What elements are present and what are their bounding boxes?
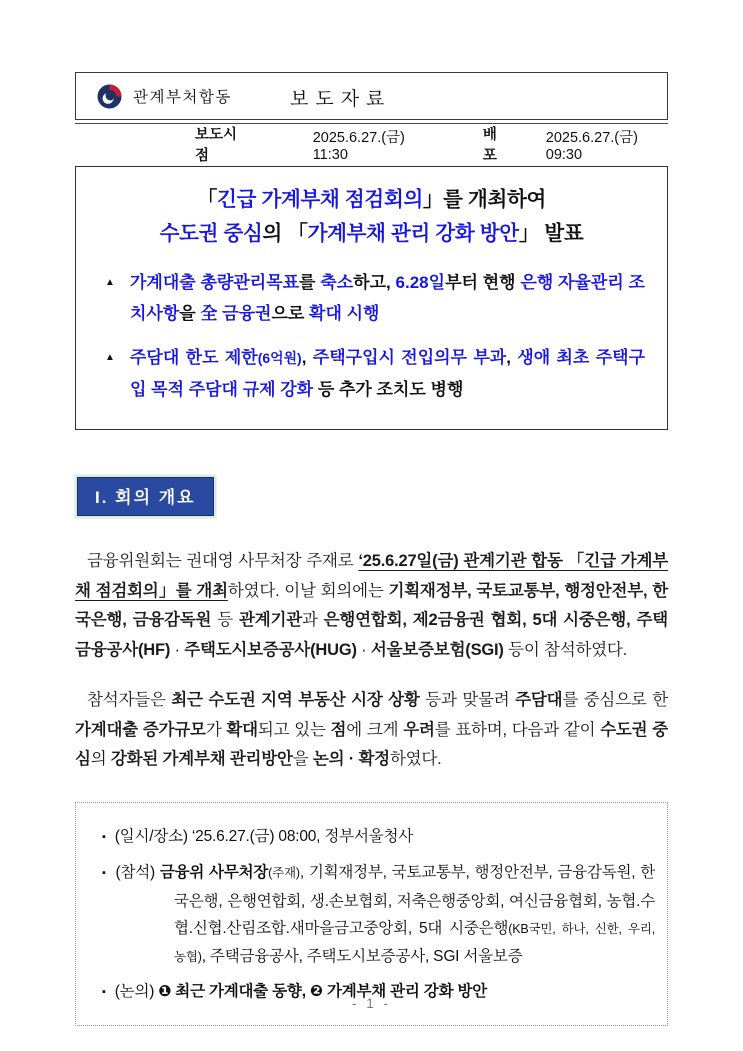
text-segment: 긴급 가계부채 점검회의: [217, 188, 423, 211]
text-segment: 참석자들은: [87, 691, 172, 709]
text-segment: 가: [205, 720, 227, 739]
text-segment: 과: [301, 611, 324, 629]
section-heading-meeting-overview: I. 회의 개요: [77, 477, 214, 516]
text-segment: 주택도시보증공사(HUG): [184, 640, 357, 659]
text-segment: ,: [506, 348, 518, 367]
headline-bullets: [94, 267, 649, 405]
text-segment: 서울보증보험(SGI): [370, 640, 504, 659]
text-segment: 가계대출 증가규모: [75, 720, 206, 739]
text-segment: (KB국민, 하나, 신한, 우리, 농협): [174, 921, 655, 964]
text-segment: (참석): [115, 863, 160, 881]
header-bar: [75, 72, 668, 120]
info-item-datetime-text: [115, 828, 413, 845]
org-name: 관계부처합동: [133, 89, 232, 106]
headline-bullet-1-text: [130, 273, 645, 323]
text-segment: ‘25.6.27일(금) 관계기관 합동 「긴급 가계부채 점검회의」를 개최: [75, 552, 668, 600]
text-segment: 6.28일: [395, 273, 446, 292]
text-segment: (논의): [114, 982, 159, 1000]
text-segment: 축소: [320, 273, 354, 292]
text-segment: 강화된 가계부채 관리방안: [110, 750, 293, 768]
text-segment: 으로: [271, 304, 310, 323]
text-segment: ·: [170, 640, 185, 659]
text-segment: 등 추가 조치도 병행: [313, 380, 464, 399]
text-segment: ,: [301, 348, 313, 367]
text-segment: 수도권 중심: [75, 720, 669, 768]
text-segment: 되고 있는: [257, 720, 331, 739]
text-segment: ·: [356, 640, 371, 659]
text-segment: 은행 자율관리 조치사항: [130, 273, 645, 323]
info-item-attendees: [88, 859, 655, 971]
text-segment: 주담대: [515, 691, 563, 709]
triangle-bullet-icon: ▲: [105, 352, 115, 363]
text-segment: 논의 · 확정: [312, 750, 390, 768]
document-content: [75, 0, 668, 1026]
text-segment: 하였다. 이날 회의에는: [227, 581, 389, 600]
headline-line-2: [94, 217, 649, 251]
text-segment: 의: [90, 750, 111, 768]
square-bullet-icon: ▪: [102, 866, 107, 879]
text-segment: 「: [196, 188, 218, 211]
text-segment: 기획재정부, 국토교통부, 행정안전부, 한국은행, 금융감독원: [75, 581, 668, 629]
text-segment: 수도권 중심: [159, 222, 263, 245]
text-segment: 를 중심으로 한: [562, 691, 668, 709]
text-segment: 하고,: [353, 273, 396, 292]
text-segment: 을: [179, 304, 201, 323]
body-paragraph-2: [75, 686, 668, 775]
text-segment: 확대 시행: [309, 304, 380, 323]
page-number: - 1 -: [351, 996, 391, 1011]
text-segment: 등과 맞물려: [419, 691, 516, 709]
gov-taegeuk-logo-icon: [96, 83, 123, 110]
text-segment: 를: [299, 273, 321, 292]
text-segment: 최근 수도권 지역 부동산 시장 상황: [171, 691, 420, 709]
text-segment: (주재): [268, 865, 300, 880]
meeting-info-box: [75, 802, 668, 1026]
text-segment: 생애 최초 주택구입 목적 주담대 규제 강화: [130, 348, 646, 399]
distribution-value: 2025.6.27.(금) 09:30: [545, 129, 638, 163]
headline-line-1: [94, 183, 649, 217]
text-segment: 하였다.: [389, 750, 442, 768]
text-segment: 등: [211, 611, 239, 629]
text-segment: , 주택금융공사, 주택도시보증공사, SGI 서울보증: [201, 947, 523, 965]
text-segment: 가계대출 총량관리목표: [130, 273, 300, 292]
release-time-label: 보도시점: [195, 127, 238, 164]
doc-type-label: 보도자료: [290, 89, 392, 110]
text-segment: 부터 현행: [445, 273, 521, 292]
text-segment: 우려: [403, 720, 435, 739]
text-segment: 를 표하며, 다음과 같이: [434, 720, 601, 739]
text-segment: 全 금융권: [200, 304, 272, 323]
text-segment: 확대: [226, 720, 258, 739]
text-segment: (6억원): [257, 350, 302, 366]
text-segment: , 기획재정부, 국토교통부, 행정안전부, 금융감독원, 한국은행, 은행연합회, 생.손보협회, 저축은행중앙회, 여신금융협회, 농협.수협.신협.산림조합.새마을금고중앙회, 5대 시중은행: [174, 863, 655, 937]
triangle-bullet-icon: ▲: [105, 277, 115, 288]
square-bullet-icon: ▪: [102, 830, 106, 843]
release-info-row: [75, 124, 668, 164]
text-segment: 을: [292, 750, 313, 768]
text-segment: 의 「: [262, 222, 308, 245]
headline-box: [75, 166, 668, 430]
text-segment: 금융위 사무처장: [159, 863, 269, 881]
info-item-attendees-text: [115, 864, 655, 965]
body-paragraph-1: [75, 547, 668, 665]
text-segment: 금융위원회는 권대영 사무처장 주재로: [87, 552, 359, 570]
text-segment: (일시/장소) ‘25.6.27.(금) 08:00, 정부서울청사: [114, 827, 414, 845]
text-segment: 주담대 한도 제한: [130, 348, 258, 367]
text-segment: 관계기관: [238, 611, 302, 629]
text-segment: 에 크게: [346, 720, 404, 739]
text-segment: 」를 개최하여: [422, 188, 547, 211]
headline-bullet-2: [94, 342, 649, 405]
release-time-value: 2025.6.27.(금) 11:30: [312, 129, 405, 163]
square-bullet-icon: ▪: [102, 985, 106, 998]
text-segment: 은행연합회, 제2금융권 협회, 5대 시중은행, 주택금융공사(HF): [75, 611, 668, 659]
text-segment: ❶ 최근 가계대출 동향,: [158, 982, 310, 1000]
text-segment: 등이 참석하였다.: [503, 640, 628, 659]
text-segment: 주택구입시 전입의무 부과: [312, 348, 507, 367]
headline-bullet-1: [94, 267, 649, 329]
text-segment: 가계부채 관리 강화 방안: [307, 222, 519, 245]
headline-bullet-2-text: [130, 348, 645, 399]
info-item-datetime-location: [88, 823, 655, 852]
distribution-label: 배포: [482, 127, 497, 164]
text-segment: 점: [330, 720, 347, 739]
text-segment: 」 발표: [518, 222, 584, 245]
text-segment: ❷ 가계부채 관리 강화 방안: [309, 982, 488, 1000]
